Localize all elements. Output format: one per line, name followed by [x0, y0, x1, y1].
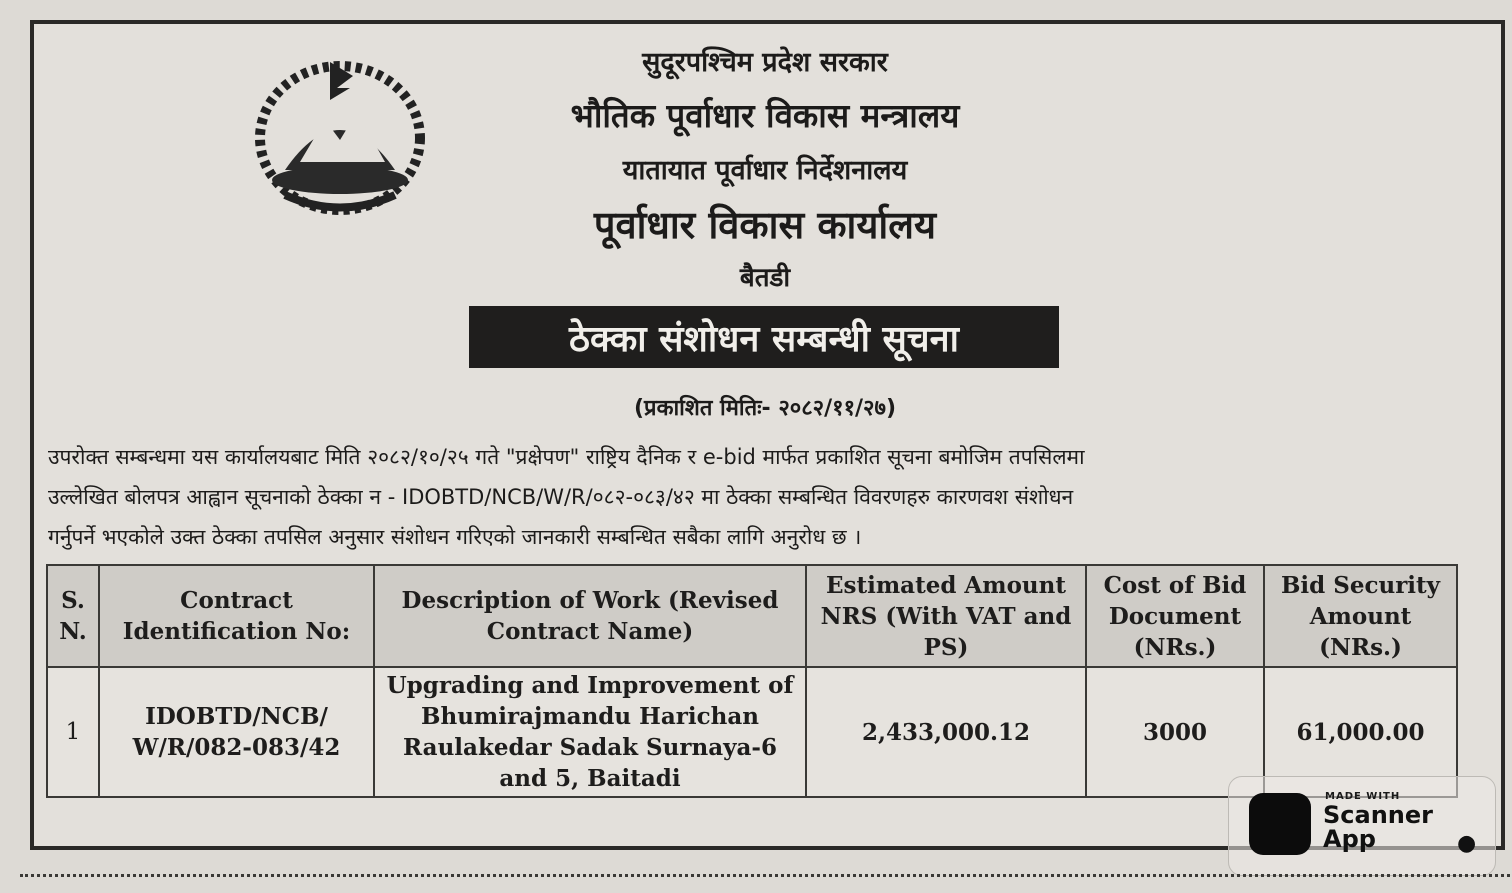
notice-body [48, 437, 1464, 557]
nepal-emblem-icon [245, 50, 435, 220]
cell-description: Upgrading and Improvement of Bhumirajmandu Harichan Raulakedar Sadak Surnaya-6 and 5, Baitadi [374, 667, 806, 797]
published-date: (प्रकाशित मितिः- २०८२/११/२७) [634, 396, 896, 421]
header-contract-id: Contract Identification No: [99, 565, 374, 667]
ministry-heading: भौतिक पूर्वाधार विकास मन्त्रालय [570, 96, 960, 135]
header-description: Description of Work (Revised Contract Name) [374, 565, 806, 667]
page-divider [20, 874, 1510, 883]
scanner-app-icon [1249, 793, 1311, 855]
cell-bid-security: 61,000.00 [1264, 667, 1457, 797]
made-with-label: MADE WITH [1325, 791, 1401, 802]
province-government-heading: सुदूरपश्चिम प्रदेश सरकार [642, 47, 888, 78]
apple-logo-icon: ● [1457, 831, 1477, 856]
app-name: Scanner App [1323, 801, 1433, 853]
cell-contract-id: IDOBTD/NCB/ W/R/082-083/42 [99, 667, 374, 797]
header-estimated-amount: Estimated Amount NRS (With VAT and PS) [806, 565, 1086, 667]
cell-cost-bid-document: 3000 [1086, 667, 1264, 797]
notice-title-banner: ठेक्का संशोधन सम्बन्धी सूचना [469, 306, 1059, 368]
notice-body-line: गर्नुपर्ने भएकोले उक्त ठेक्का तपसिल अनुसार संशोधन गरिएको जानकारी सम्बन्धित सबैका लागि अनुरोध छ । [48, 525, 862, 549]
cell-estimated-amount: 2,433,000.12 [806, 667, 1086, 797]
scanner-app-watermark [1228, 776, 1496, 876]
district-heading: बैतडी [739, 263, 791, 293]
directorate-heading: यातायात पूर्वाधार निर्देशनालय [622, 155, 908, 186]
notice-body-line: उल्लेखित बोलपत्र आह्वान सूचनाको ठेक्का न - IDOBTD/NCB/W/R/०८२-०८३/४२ मा ठेक्का सम्बन्धित विवरणहरु कारणवश संशोधन [48, 485, 1074, 509]
cell-sn: 1 [47, 667, 99, 797]
contract-table [46, 564, 1458, 798]
header-bid-security: Bid Security Amount (NRs.) [1264, 565, 1457, 667]
header-cost-bid-document: Cost of Bid Document (NRs.) [1086, 565, 1264, 667]
office-heading: पूर्वाधार विकास कार्यालय [593, 203, 937, 247]
notice-body-line: उपरोक्त सम्बन्धमा यस कार्यालयबाट मिति २०८२/१०/२५ गते "प्रक्षेपण" राष्ट्रिय दैनिक र e-bid मार्फत प्रकाशित सूचना बमोजिम तपसिलमा [48, 445, 1085, 469]
table-header-row [47, 565, 1457, 667]
header-sn: S. N. [47, 565, 99, 667]
